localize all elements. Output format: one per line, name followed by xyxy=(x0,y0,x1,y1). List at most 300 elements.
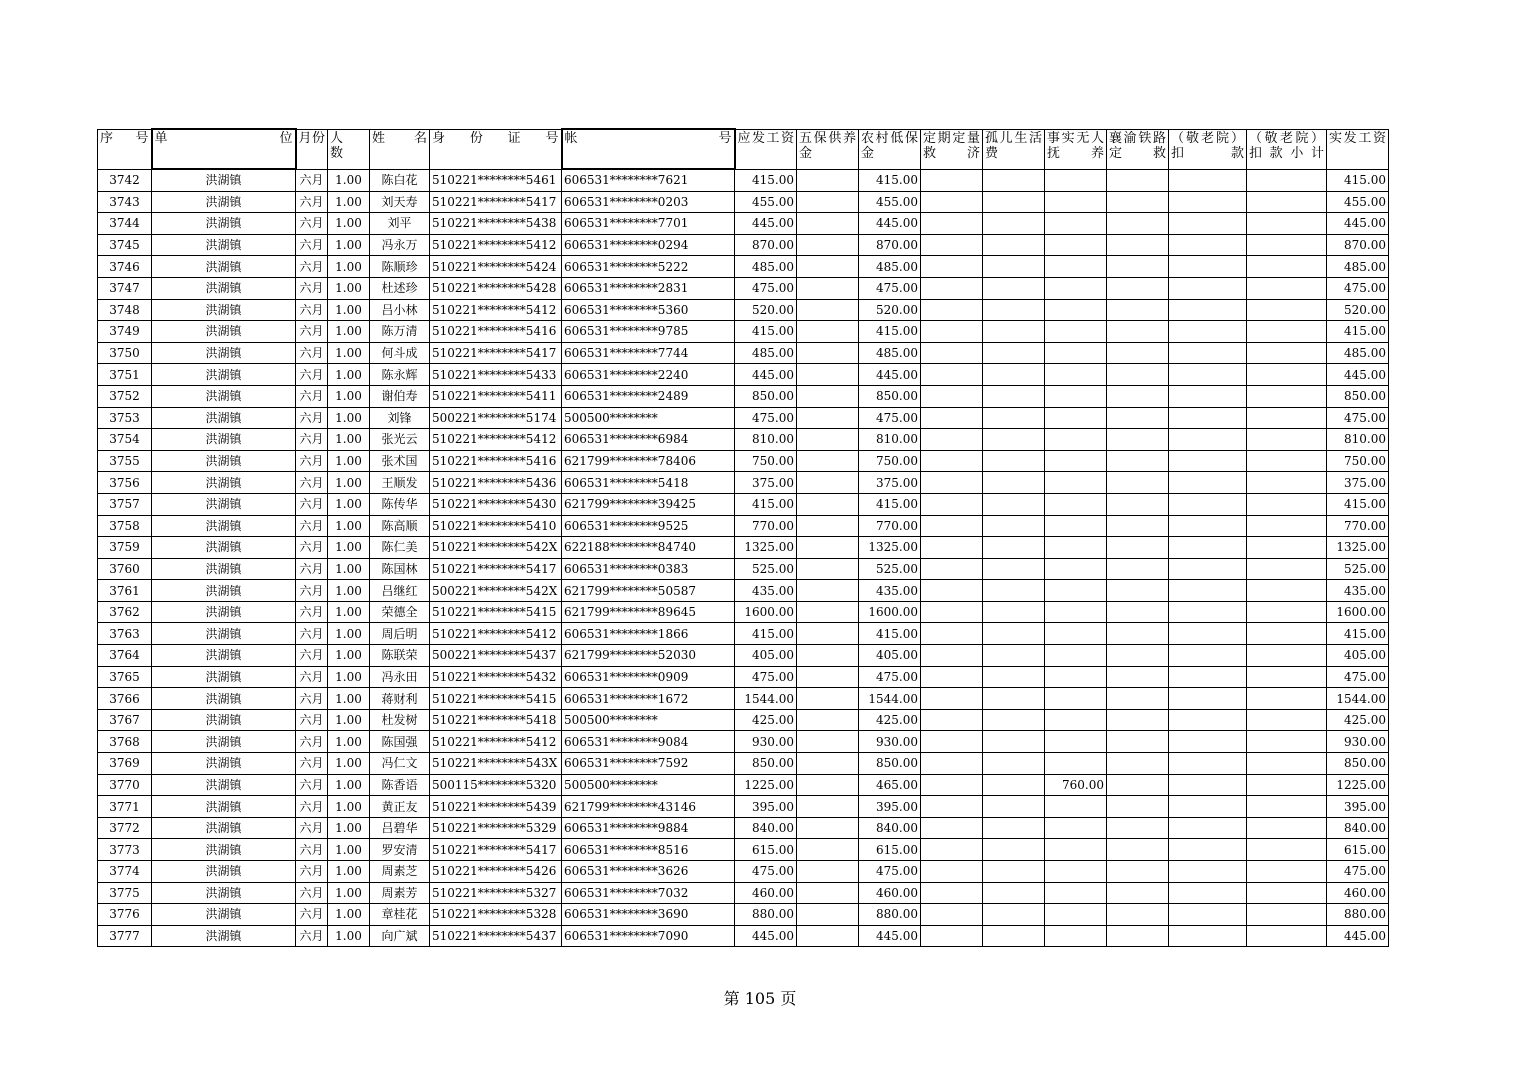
cell-col-name: 刘天寿 xyxy=(370,191,430,213)
cell-col-jly-deduct xyxy=(1169,169,1247,191)
cell-col-month: 六月 xyxy=(296,861,328,883)
cell-col-jly-deduct xyxy=(1169,364,1247,386)
cell-col-wubao xyxy=(797,321,859,343)
cell-col-guer xyxy=(983,364,1045,386)
cell-col-dibao: 485.00 xyxy=(859,342,921,364)
cell-col-wubao xyxy=(797,839,859,861)
cell-col-name: 周后明 xyxy=(370,623,430,645)
cell-col-dibao: 405.00 xyxy=(859,645,921,667)
cell-col-count: 1.00 xyxy=(328,558,370,580)
cell-col-unit: 洪湖镇 xyxy=(152,774,296,796)
cell-col-guer xyxy=(983,537,1045,559)
cell-col-wubao xyxy=(797,342,859,364)
cell-col-unit: 洪湖镇 xyxy=(152,234,296,256)
cell-col-jly-deduct xyxy=(1169,558,1247,580)
cell-col-name: 陈传华 xyxy=(370,493,430,515)
table-row xyxy=(98,558,1389,580)
cell-col-shishi xyxy=(1045,213,1107,235)
cell-col-gross: 840.00 xyxy=(735,817,797,839)
cell-col-net: 475.00 xyxy=(1327,666,1389,688)
cell-col-guer xyxy=(983,817,1045,839)
table-row xyxy=(98,515,1389,537)
cell-col-unit: 洪湖镇 xyxy=(152,861,296,883)
cell-col-xiangyu xyxy=(1107,537,1169,559)
cell-col-seq: 3775 xyxy=(98,882,152,904)
cell-col-jly-subtotal xyxy=(1247,493,1327,515)
cell-col-month: 六月 xyxy=(296,342,328,364)
cell-col-shishi xyxy=(1045,493,1107,515)
cell-col-guer xyxy=(983,472,1045,494)
cell-col-wubao xyxy=(797,709,859,731)
cell-col-id: 510221********5329 xyxy=(430,817,562,839)
cell-col-name: 谢伯寿 xyxy=(370,385,430,407)
cell-col-gross: 850.00 xyxy=(735,385,797,407)
cell-col-jly-deduct xyxy=(1169,385,1247,407)
cell-col-account: 606531********3626 xyxy=(562,861,735,883)
cell-col-guer xyxy=(983,904,1045,926)
cell-col-net: 810.00 xyxy=(1327,429,1389,451)
cell-col-xiangyu xyxy=(1107,472,1169,494)
cell-col-seq: 3774 xyxy=(98,861,152,883)
cell-col-count: 1.00 xyxy=(328,299,370,321)
cell-col-name: 罗安清 xyxy=(370,839,430,861)
cell-col-net: 1600.00 xyxy=(1327,601,1389,623)
cell-col-gross: 880.00 xyxy=(735,904,797,926)
cell-col-account: 606531********9084 xyxy=(562,731,735,753)
cell-col-seq: 3756 xyxy=(98,472,152,494)
cell-col-wubao xyxy=(797,450,859,472)
cell-col-xiangyu xyxy=(1107,774,1169,796)
cell-col-name: 张术国 xyxy=(370,450,430,472)
cell-col-jly-subtotal xyxy=(1247,429,1327,451)
cell-col-guer xyxy=(983,861,1045,883)
cell-col-month: 六月 xyxy=(296,537,328,559)
cell-col-seq: 3766 xyxy=(98,688,152,710)
cell-col-guer xyxy=(983,169,1045,191)
cell-col-shishi xyxy=(1045,342,1107,364)
cell-col-dibao: 415.00 xyxy=(859,169,921,191)
cell-col-count: 1.00 xyxy=(328,666,370,688)
cell-col-unit: 洪湖镇 xyxy=(152,277,296,299)
cell-col-unit: 洪湖镇 xyxy=(152,321,296,343)
cell-col-seq: 3755 xyxy=(98,450,152,472)
cell-col-count: 1.00 xyxy=(328,493,370,515)
cell-col-net: 525.00 xyxy=(1327,558,1389,580)
cell-col-seq: 3751 xyxy=(98,364,152,386)
cell-col-shishi xyxy=(1045,385,1107,407)
cell-col-guer xyxy=(983,277,1045,299)
cell-col-dingqi xyxy=(921,493,983,515)
cell-col-unit: 洪湖镇 xyxy=(152,753,296,775)
cell-col-month: 六月 xyxy=(296,774,328,796)
cell-col-xiangyu xyxy=(1107,666,1169,688)
cell-col-jly-deduct xyxy=(1169,493,1247,515)
cell-col-wubao xyxy=(797,774,859,796)
cell-col-net: 460.00 xyxy=(1327,882,1389,904)
cell-col-shishi xyxy=(1045,191,1107,213)
table-row xyxy=(98,925,1389,947)
cell-col-jly-subtotal xyxy=(1247,731,1327,753)
cell-col-count: 1.00 xyxy=(328,753,370,775)
table-row xyxy=(98,472,1389,494)
cell-col-month: 六月 xyxy=(296,234,328,256)
cell-col-dingqi xyxy=(921,645,983,667)
cell-col-dingqi xyxy=(921,169,983,191)
cell-col-net: 415.00 xyxy=(1327,623,1389,645)
cell-col-dingqi xyxy=(921,601,983,623)
cell-col-account: 606531********1866 xyxy=(562,623,735,645)
cell-col-id: 510221********5430 xyxy=(430,493,562,515)
header-col-gross: 应发工资 xyxy=(735,129,797,169)
cell-col-seq: 3759 xyxy=(98,537,152,559)
cell-col-gross: 435.00 xyxy=(735,580,797,602)
table-row xyxy=(98,493,1389,515)
cell-col-net: 445.00 xyxy=(1327,364,1389,386)
cell-col-unit: 洪湖镇 xyxy=(152,796,296,818)
cell-col-name: 荣德全 xyxy=(370,601,430,623)
cell-col-shishi xyxy=(1045,731,1107,753)
cell-col-shishi xyxy=(1045,580,1107,602)
cell-col-id: 510221********5328 xyxy=(430,904,562,926)
cell-col-unit: 洪湖镇 xyxy=(152,407,296,429)
cell-col-dibao: 930.00 xyxy=(859,731,921,753)
cell-col-dingqi xyxy=(921,861,983,883)
cell-col-dibao: 460.00 xyxy=(859,882,921,904)
cell-col-shishi xyxy=(1045,450,1107,472)
cell-col-net: 405.00 xyxy=(1327,645,1389,667)
cell-col-name: 周素芳 xyxy=(370,882,430,904)
cell-col-jly-subtotal xyxy=(1247,537,1327,559)
cell-col-gross: 1600.00 xyxy=(735,601,797,623)
cell-col-dibao: 840.00 xyxy=(859,817,921,839)
cell-col-dingqi xyxy=(921,450,983,472)
cell-col-name: 刘平 xyxy=(370,213,430,235)
cell-col-unit: 洪湖镇 xyxy=(152,191,296,213)
cell-col-shishi xyxy=(1045,666,1107,688)
header-col-dingqi: 定期定量救济 xyxy=(921,129,983,169)
cell-col-unit: 洪湖镇 xyxy=(152,601,296,623)
cell-col-unit: 洪湖镇 xyxy=(152,213,296,235)
cell-col-net: 850.00 xyxy=(1327,385,1389,407)
cell-col-unit: 洪湖镇 xyxy=(152,299,296,321)
cell-col-xiangyu xyxy=(1107,688,1169,710)
cell-col-jly-subtotal xyxy=(1247,234,1327,256)
cell-col-wubao xyxy=(797,904,859,926)
cell-col-gross: 425.00 xyxy=(735,709,797,731)
cell-col-account: 606531********7701 xyxy=(562,213,735,235)
cell-col-gross: 460.00 xyxy=(735,882,797,904)
cell-col-dibao: 1544.00 xyxy=(859,688,921,710)
header-col-wubao: 五保供养金 xyxy=(797,129,859,169)
cell-col-jly-subtotal xyxy=(1247,515,1327,537)
cell-col-id: 510221********5461 xyxy=(430,169,562,191)
cell-col-unit: 洪湖镇 xyxy=(152,882,296,904)
cell-col-unit: 洪湖镇 xyxy=(152,472,296,494)
cell-col-account: 606531********5418 xyxy=(562,472,735,494)
cell-col-dibao: 475.00 xyxy=(859,666,921,688)
cell-col-unit: 洪湖镇 xyxy=(152,666,296,688)
cell-col-wubao xyxy=(797,861,859,883)
cell-col-jly-subtotal xyxy=(1247,774,1327,796)
cell-col-dingqi xyxy=(921,321,983,343)
cell-col-seq: 3758 xyxy=(98,515,152,537)
cell-col-guer xyxy=(983,709,1045,731)
cell-col-guer xyxy=(983,774,1045,796)
cell-col-jly-deduct xyxy=(1169,321,1247,343)
table-row xyxy=(98,407,1389,429)
cell-col-dingqi xyxy=(921,256,983,278)
table-row xyxy=(98,645,1389,667)
cell-col-dingqi xyxy=(921,342,983,364)
cell-col-gross: 525.00 xyxy=(735,558,797,580)
cell-col-wubao xyxy=(797,731,859,753)
cell-col-jly-deduct xyxy=(1169,515,1247,537)
cell-col-count: 1.00 xyxy=(328,191,370,213)
cell-col-month: 六月 xyxy=(296,277,328,299)
cell-col-jly-deduct xyxy=(1169,839,1247,861)
cell-col-shishi xyxy=(1045,709,1107,731)
cell-col-net: 375.00 xyxy=(1327,472,1389,494)
cell-col-xiangyu xyxy=(1107,429,1169,451)
cell-col-wubao xyxy=(797,796,859,818)
cell-col-net: 415.00 xyxy=(1327,321,1389,343)
cell-col-dibao: 880.00 xyxy=(859,904,921,926)
header-col-xiangyu: 襄渝铁路定救 xyxy=(1107,129,1169,169)
cell-col-id: 510221********5415 xyxy=(430,688,562,710)
cell-col-wubao xyxy=(797,580,859,602)
cell-col-id: 510221********543X xyxy=(430,753,562,775)
cell-col-jly-deduct xyxy=(1169,342,1247,364)
cell-col-shishi xyxy=(1045,904,1107,926)
cell-col-month: 六月 xyxy=(296,213,328,235)
table-row xyxy=(98,450,1389,472)
cell-col-account: 606531********5360 xyxy=(562,299,735,321)
cell-col-seq: 3749 xyxy=(98,321,152,343)
cell-col-gross: 415.00 xyxy=(735,493,797,515)
cell-col-id: 510221********5412 xyxy=(430,429,562,451)
cell-col-xiangyu xyxy=(1107,925,1169,947)
cell-col-guer xyxy=(983,515,1045,537)
cell-col-xiangyu xyxy=(1107,601,1169,623)
cell-col-seq: 3747 xyxy=(98,277,152,299)
cell-col-count: 1.00 xyxy=(328,709,370,731)
cell-col-dibao: 435.00 xyxy=(859,580,921,602)
cell-col-guer xyxy=(983,688,1045,710)
cell-col-month: 六月 xyxy=(296,256,328,278)
cell-col-net: 770.00 xyxy=(1327,515,1389,537)
cell-col-account: 606531********2831 xyxy=(562,277,735,299)
cell-col-name: 陈联荣 xyxy=(370,645,430,667)
cell-col-jly-subtotal xyxy=(1247,645,1327,667)
cell-col-jly-subtotal xyxy=(1247,299,1327,321)
cell-col-seq: 3769 xyxy=(98,753,152,775)
cell-col-name: 黄正友 xyxy=(370,796,430,818)
cell-col-dingqi xyxy=(921,234,983,256)
table-row xyxy=(98,666,1389,688)
cell-col-jly-subtotal xyxy=(1247,839,1327,861)
cell-col-name: 陈香语 xyxy=(370,774,430,796)
cell-col-wubao xyxy=(797,882,859,904)
header-col-unit: 单 位 xyxy=(152,129,296,169)
cell-col-seq: 3742 xyxy=(98,169,152,191)
table-row xyxy=(98,688,1389,710)
cell-col-id: 500221********5174 xyxy=(430,407,562,429)
header-col-month: 月份 xyxy=(296,129,328,169)
cell-col-name: 杜述珍 xyxy=(370,277,430,299)
cell-col-unit: 洪湖镇 xyxy=(152,537,296,559)
cell-col-seq: 3773 xyxy=(98,839,152,861)
cell-col-account: 606531********9785 xyxy=(562,321,735,343)
cell-col-count: 1.00 xyxy=(328,537,370,559)
cell-col-seq: 3752 xyxy=(98,385,152,407)
cell-col-dibao: 525.00 xyxy=(859,558,921,580)
cell-col-shishi xyxy=(1045,515,1107,537)
cell-col-xiangyu xyxy=(1107,904,1169,926)
cell-col-xiangyu xyxy=(1107,321,1169,343)
cell-col-seq: 3754 xyxy=(98,429,152,451)
cell-col-guer xyxy=(983,601,1045,623)
cell-col-jly-subtotal xyxy=(1247,753,1327,775)
cell-col-xiangyu xyxy=(1107,169,1169,191)
cell-col-name: 吕小林 xyxy=(370,299,430,321)
cell-col-count: 1.00 xyxy=(328,450,370,472)
cell-col-shishi xyxy=(1045,601,1107,623)
cell-col-account: 622188********84740 xyxy=(562,537,735,559)
cell-col-gross: 870.00 xyxy=(735,234,797,256)
cell-col-unit: 洪湖镇 xyxy=(152,839,296,861)
cell-col-dibao: 1600.00 xyxy=(859,601,921,623)
cell-col-gross: 485.00 xyxy=(735,256,797,278)
cell-col-guer xyxy=(983,839,1045,861)
cell-col-net: 445.00 xyxy=(1327,213,1389,235)
cell-col-month: 六月 xyxy=(296,645,328,667)
cell-col-gross: 395.00 xyxy=(735,796,797,818)
cell-col-unit: 洪湖镇 xyxy=(152,709,296,731)
cell-col-xiangyu xyxy=(1107,256,1169,278)
cell-col-net: 1325.00 xyxy=(1327,537,1389,559)
cell-col-shishi xyxy=(1045,364,1107,386)
cell-col-account: 621799********52030 xyxy=(562,645,735,667)
header-col-guer: 孤儿生活费 xyxy=(983,129,1045,169)
cell-col-name: 向广斌 xyxy=(370,925,430,947)
cell-col-dibao: 850.00 xyxy=(859,385,921,407)
cell-col-id: 510221********5426 xyxy=(430,861,562,883)
cell-col-count: 1.00 xyxy=(328,817,370,839)
cell-col-guer xyxy=(983,256,1045,278)
cell-col-account: 606531********0294 xyxy=(562,234,735,256)
cell-col-account: 606531********0203 xyxy=(562,191,735,213)
cell-col-unit: 洪湖镇 xyxy=(152,493,296,515)
cell-col-dibao: 850.00 xyxy=(859,753,921,775)
cell-col-count: 1.00 xyxy=(328,342,370,364)
cell-col-unit: 洪湖镇 xyxy=(152,558,296,580)
cell-col-wubao xyxy=(797,817,859,839)
cell-col-count: 1.00 xyxy=(328,364,370,386)
cell-col-gross: 1225.00 xyxy=(735,774,797,796)
cell-col-id: 510221********5417 xyxy=(430,191,562,213)
cell-col-count: 1.00 xyxy=(328,623,370,645)
cell-col-month: 六月 xyxy=(296,601,328,623)
header-col-id: 身 份 证 号 xyxy=(430,129,562,169)
cell-col-guer xyxy=(983,213,1045,235)
cell-col-shishi xyxy=(1045,817,1107,839)
cell-col-dibao: 520.00 xyxy=(859,299,921,321)
header-col-jly-subtotal: （敬老院）扣款小计 xyxy=(1247,129,1327,169)
cell-col-net: 475.00 xyxy=(1327,277,1389,299)
cell-col-month: 六月 xyxy=(296,407,328,429)
cell-col-net: 930.00 xyxy=(1327,731,1389,753)
cell-col-jly-deduct xyxy=(1169,796,1247,818)
cell-col-account: 606531********2489 xyxy=(562,385,735,407)
cell-col-dingqi xyxy=(921,731,983,753)
cell-col-name: 陈顺珍 xyxy=(370,256,430,278)
cell-col-id: 510221********5410 xyxy=(430,515,562,537)
cell-col-net: 750.00 xyxy=(1327,450,1389,472)
cell-col-count: 1.00 xyxy=(328,580,370,602)
cell-col-dibao: 445.00 xyxy=(859,364,921,386)
cell-col-net: 1225.00 xyxy=(1327,774,1389,796)
cell-col-name: 吕继红 xyxy=(370,580,430,602)
cell-col-seq: 3760 xyxy=(98,558,152,580)
cell-col-dingqi xyxy=(921,774,983,796)
cell-col-dingqi xyxy=(921,666,983,688)
cell-col-jly-deduct xyxy=(1169,817,1247,839)
cell-col-dibao: 475.00 xyxy=(859,407,921,429)
cell-col-id: 510221********5424 xyxy=(430,256,562,278)
cell-col-dingqi xyxy=(921,558,983,580)
cell-col-shishi xyxy=(1045,299,1107,321)
cell-col-shishi xyxy=(1045,753,1107,775)
table-row xyxy=(98,191,1389,213)
cell-col-id: 510221********5415 xyxy=(430,601,562,623)
cell-col-shishi xyxy=(1045,623,1107,645)
table-row xyxy=(98,904,1389,926)
cell-col-net: 1544.00 xyxy=(1327,688,1389,710)
cell-col-jly-deduct xyxy=(1169,256,1247,278)
cell-col-dingqi xyxy=(921,623,983,645)
table-row xyxy=(98,277,1389,299)
cell-col-unit: 洪湖镇 xyxy=(152,904,296,926)
cell-col-guer xyxy=(983,234,1045,256)
cell-col-shishi: 760.00 xyxy=(1045,774,1107,796)
cell-col-shishi xyxy=(1045,882,1107,904)
cell-col-xiangyu xyxy=(1107,191,1169,213)
table-row xyxy=(98,623,1389,645)
cell-col-dingqi xyxy=(921,472,983,494)
payroll-table xyxy=(97,128,1389,947)
cell-col-xiangyu xyxy=(1107,213,1169,235)
cell-col-xiangyu xyxy=(1107,385,1169,407)
table-row xyxy=(98,213,1389,235)
cell-col-wubao xyxy=(797,753,859,775)
cell-col-month: 六月 xyxy=(296,191,328,213)
table-row xyxy=(98,817,1389,839)
cell-col-unit: 洪湖镇 xyxy=(152,688,296,710)
table-row xyxy=(98,256,1389,278)
cell-col-xiangyu xyxy=(1107,882,1169,904)
cell-col-unit: 洪湖镇 xyxy=(152,515,296,537)
cell-col-id: 510221********5418 xyxy=(430,709,562,731)
cell-col-jly-deduct xyxy=(1169,709,1247,731)
cell-col-name: 陈白花 xyxy=(370,169,430,191)
cell-col-dingqi xyxy=(921,429,983,451)
cell-col-month: 六月 xyxy=(296,709,328,731)
table-row xyxy=(98,429,1389,451)
cell-col-xiangyu xyxy=(1107,515,1169,537)
cell-col-gross: 445.00 xyxy=(735,364,797,386)
cell-col-guer xyxy=(983,666,1045,688)
cell-col-name: 冯仁文 xyxy=(370,753,430,775)
